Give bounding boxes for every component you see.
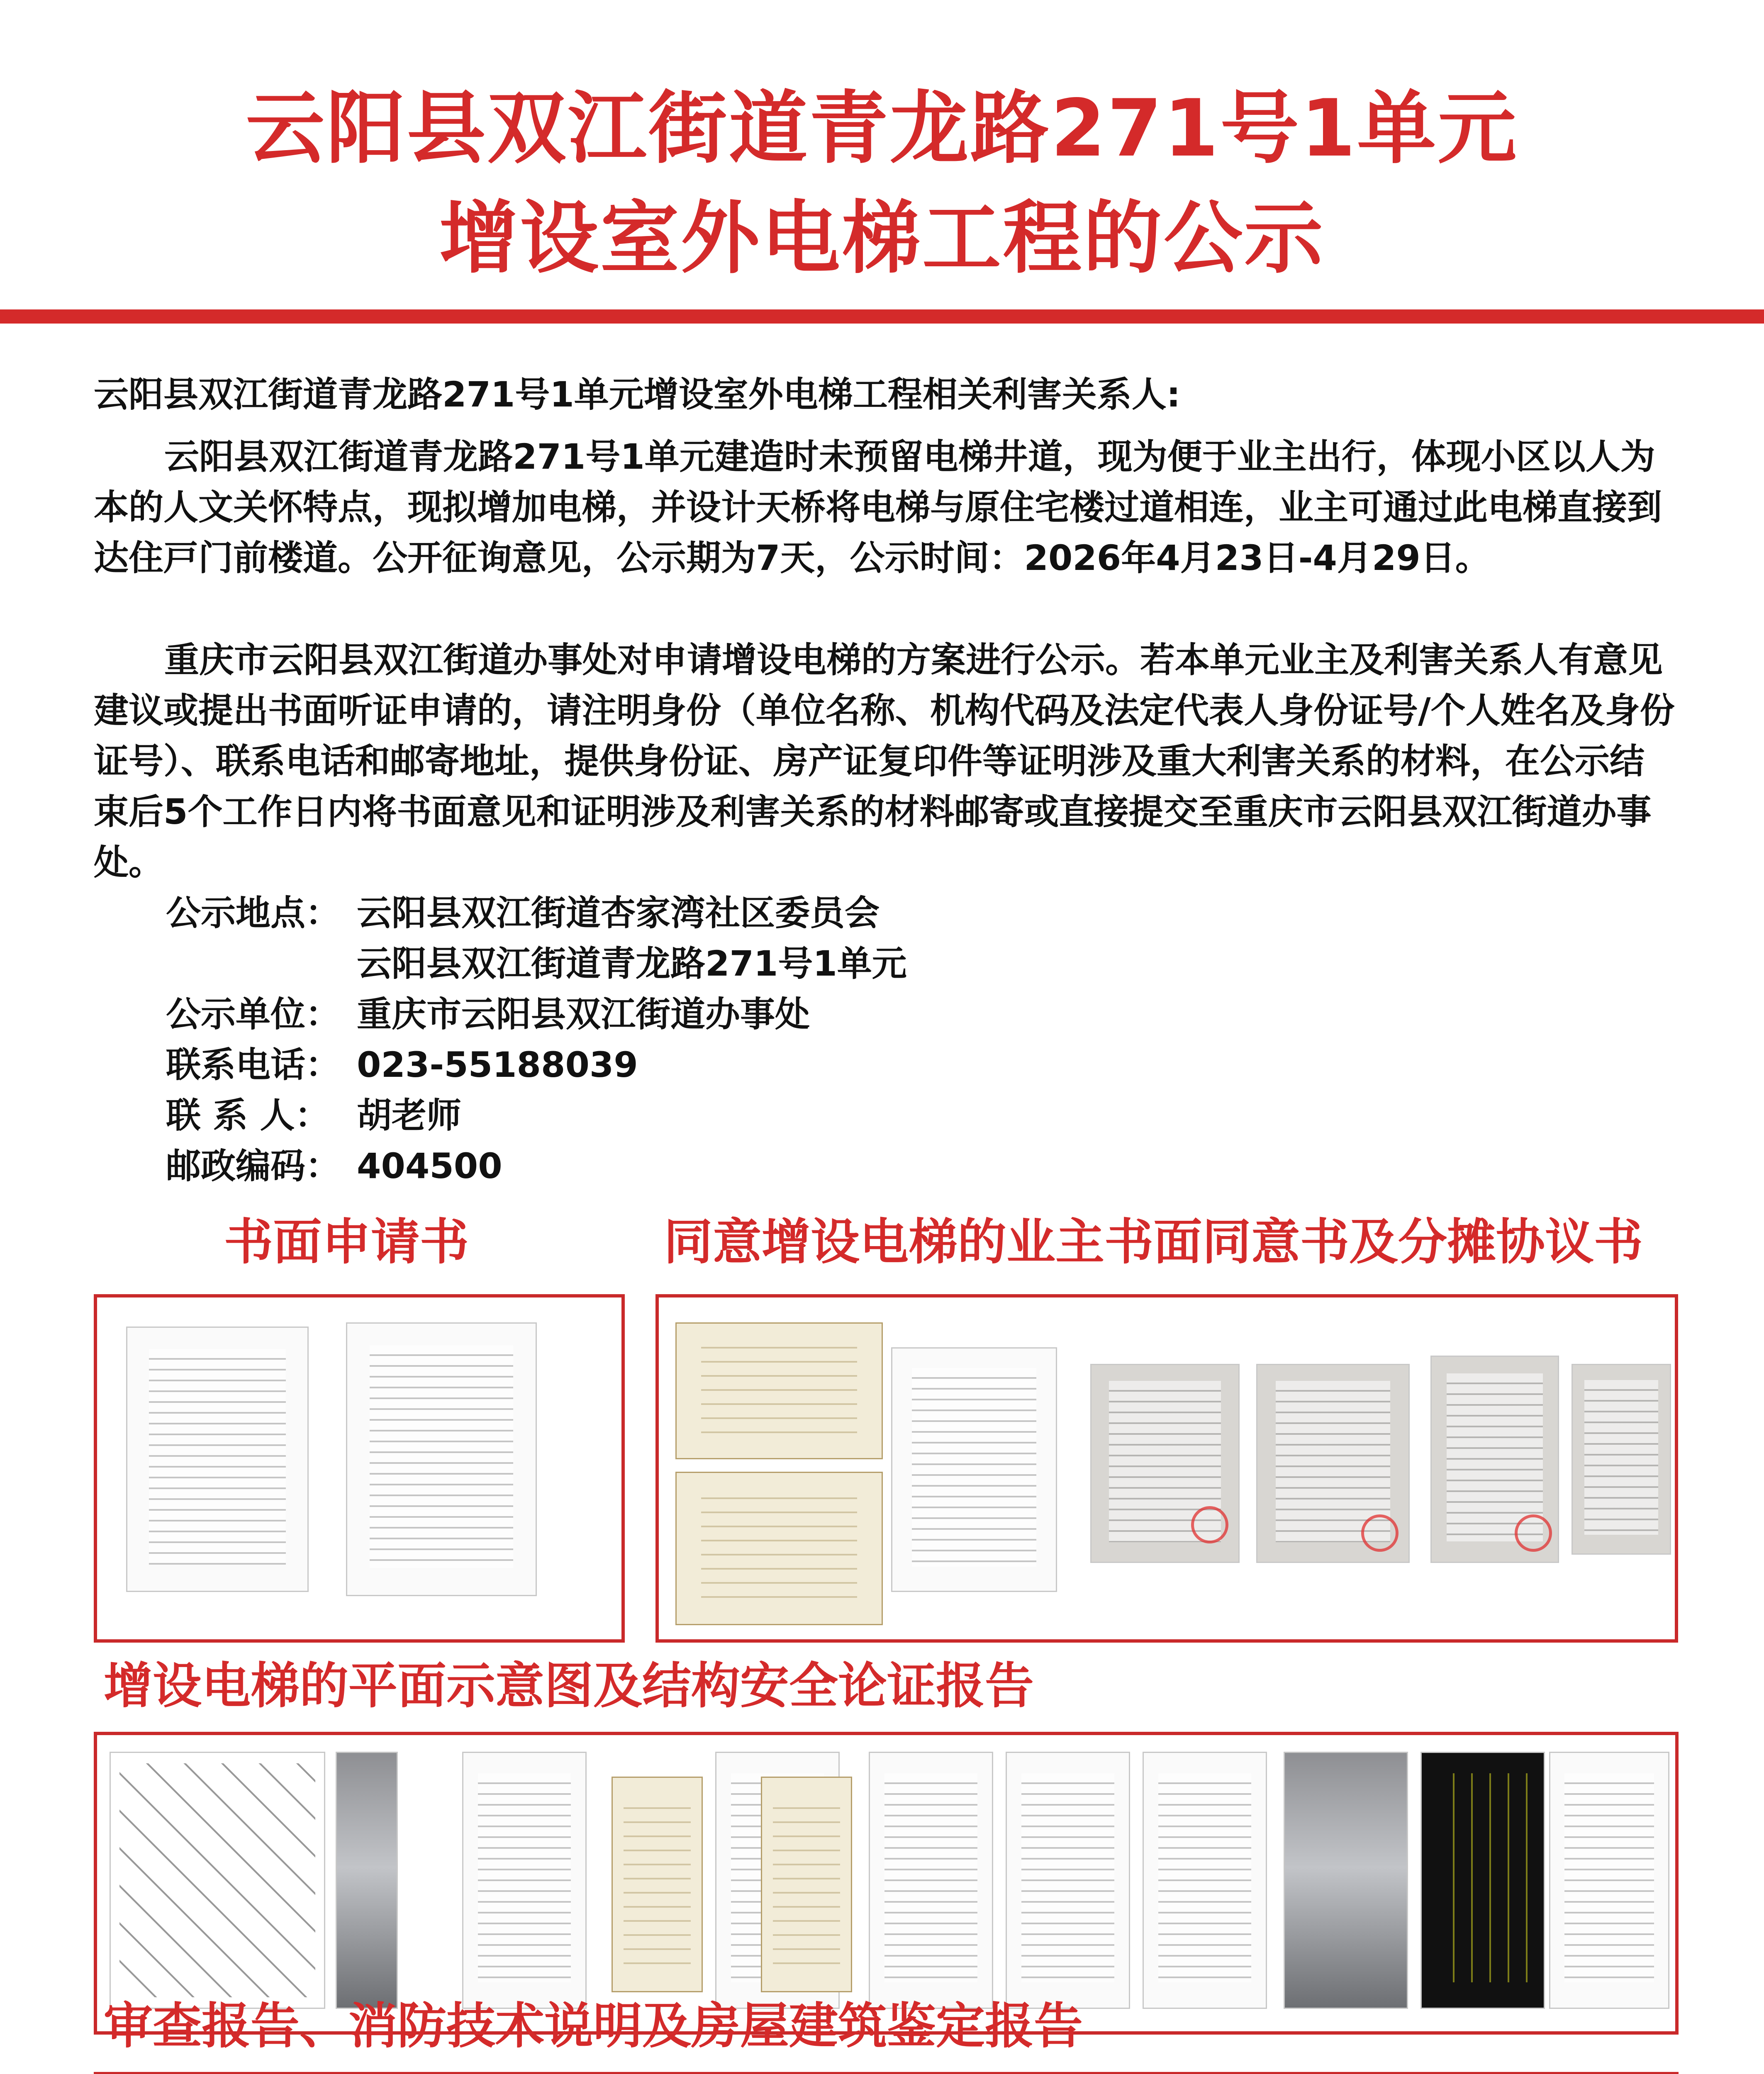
application-form-image [126,1327,309,1592]
qualification-cert-1 [612,1777,703,1992]
consent-form-image-1 [1090,1364,1240,1563]
consent-documents-panel [655,1294,1678,1643]
notice-paragraph-1: 云阳县双江街道青龙路271号1单元建造时未预留电梯井道，现为便于业主出行，体现小区以人为本的人文关怀特点，现拟增加电梯，并设计天桥将电梯与原住宅楼过道相连，业主可通过此电梯直接到达住戸门前楼道。公开征询意见，公示期为7天，公示时间：2026年4月23日-4月29日。 [94,436,1662,578]
section-title-review: 审查报告、消防技术说明及房屋建筑鉴定报告 [104,1997,1083,2055]
postcode-value: 404500 [357,1146,502,1186]
section-title-consent: 同意增设电梯的业主书面同意书及分摊协议书 [664,1213,1643,1271]
postcode-row [166,1141,502,1191]
certificate-image [891,1347,1057,1592]
consent-form-image-3 [1430,1356,1559,1563]
report-page-3 [1006,1752,1130,2009]
unit-value: 重庆市云阳县双江街道办事处 [357,994,810,1035]
title-line-1: 云阳县双江街道青龙路271号1单元 [246,83,1518,174]
contact-label: 联 系 人： [166,1095,330,1136]
qualification-cert-2 [761,1777,852,1992]
location-label: 公示地点： [166,893,341,933]
unit-label: 公示单位： [166,994,341,1035]
building-photo-2 [1284,1752,1408,2009]
consent-form-image-2 [1256,1364,1410,1563]
postcode-label: 邮政编码： [166,1146,341,1186]
report-cover-image [462,1752,587,2009]
report-page-2 [869,1752,993,2009]
contact-value: 胡老师 [357,1095,462,1136]
site-plan-image [110,1752,325,2009]
phone-row [166,1039,638,1090]
location-value-2: 云阳县双江街道青龙路271号1单元 [357,943,907,984]
building-photo [336,1752,398,2009]
unit-row [166,989,810,1039]
phone-label: 联系电话： [166,1044,341,1085]
report-page-5 [1549,1752,1669,2009]
business-license-image-2 [675,1472,883,1625]
section-title-plan: 增设电梯的平面示意图及结构安全论证报告 [104,1657,1034,1714]
business-license-image-1 [675,1322,883,1459]
application-documents-panel [94,1294,625,1643]
phone-value: 023-55188039 [357,1044,638,1085]
cad-drawing-image [1420,1752,1545,2009]
agreement-form-image [1572,1364,1671,1555]
contact-row [166,1090,462,1141]
review-documents-panel [94,2072,1679,2074]
application-form-image-2 [346,1322,537,1596]
notice-paragraph-2: 重庆市云阳县双江街道办事处对申请增设电梯的方案进行公示。若本单元业主及利害关系人有意见建议或提出书面听证申请的，请注明身份（单位名称、机构代码及法定代表人身份证号/个人姓名及身份证号）、联系电话和邮寄地址，提供身份证、房产证复印件等证明涉及重大利害关系的材料，在公示结束后5个工作日内将书面意见和证明涉及利害关系的材料邮寄或直接提交至重庆市云阳县双江街道办事处。 [94,640,1675,883]
location-row-1 [166,888,880,938]
section-title-application: 书面申请书 [224,1213,469,1271]
location-value-1: 云阳县双江街道杏家湾社区委员会 [357,893,880,933]
plan-documents-panel [94,1732,1679,2035]
title-line-2: 增设室外电梯工程的公示 [439,192,1325,284]
report-page-4 [1143,1752,1267,2009]
title-divider [0,309,1764,324]
addressee: 云阳县双江街道青龙路271号1单元增设室外电梯工程相关利害关系人: [94,374,1181,415]
